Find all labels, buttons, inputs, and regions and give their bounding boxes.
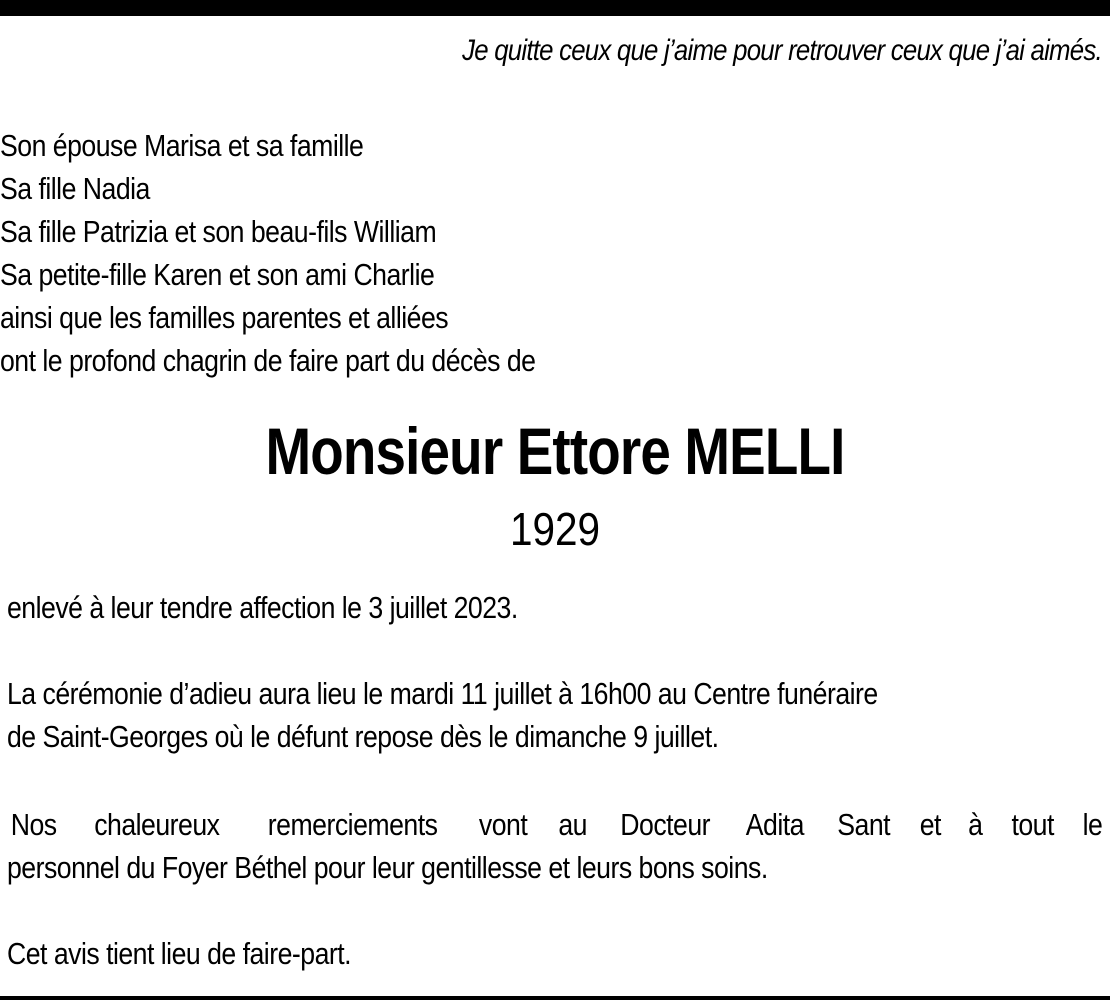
family-line: ont le profond chagrin de faire part du décès de bbox=[0, 343, 536, 378]
deceased-name: Monsieur Ettore MELLI bbox=[265, 414, 845, 488]
family-line: ainsi que les familles parentes et alliées bbox=[0, 300, 449, 335]
epigraph-quote: Je quitte ceux que j’aime pour retrouver ceux que j’ai aimés. bbox=[462, 34, 1102, 67]
thanks-word: et bbox=[920, 807, 942, 842]
thanks-line-justified bbox=[7, 803, 1104, 846]
departure-line: enlevé à leur tendre affection le 3 juillet 2023. bbox=[7, 590, 518, 625]
family-line: Sa petite-fille Karen et son ami Charlie bbox=[0, 257, 435, 292]
thanks-word: remerciements bbox=[267, 807, 438, 842]
bottom-border-rule bbox=[0, 996, 1110, 1000]
thanks-word: Nos bbox=[10, 807, 57, 842]
family-line: Sa fille Patrizia et son beau-fils William bbox=[0, 214, 437, 249]
thanks-word: chaleureux bbox=[94, 807, 220, 842]
thanks-word: Sant bbox=[837, 807, 891, 842]
notice-statement bbox=[7, 932, 407, 975]
thanks-word: vont bbox=[479, 807, 528, 842]
thanks-word: le bbox=[1082, 807, 1103, 842]
family-line: Son épouse Marisa et sa famille bbox=[0, 128, 364, 163]
thanks-word: Adita bbox=[745, 807, 805, 842]
family-announcement bbox=[0, 124, 623, 382]
top-border-rule bbox=[0, 0, 1110, 16]
departure-statement bbox=[7, 586, 601, 629]
thanks-word: Docteur bbox=[620, 807, 710, 842]
deceased-birth-year: 1929 bbox=[509, 503, 601, 555]
family-line: Sa fille Nadia bbox=[0, 171, 150, 206]
ceremony-line: La cérémonie d’adieu aura lieu le mardi 11 juillet à 16h00 au Centre funéraire bbox=[7, 676, 878, 711]
thanks-line: personnel du Foyer Béthel pour leur gentillesse et leurs bons soins. bbox=[7, 850, 768, 885]
thanks-word: au bbox=[557, 807, 587, 842]
thanks-word: à bbox=[968, 807, 983, 842]
notice-line: Cet avis tient lieu de faire-part. bbox=[7, 936, 352, 971]
thanks-word: tout bbox=[1011, 807, 1054, 842]
ceremony-details bbox=[7, 672, 1019, 758]
ceremony-line: de Saint-Georges où le défunt repose dès le dimanche 9 juillet. bbox=[7, 719, 719, 754]
thanks-paragraph bbox=[7, 803, 1104, 889]
